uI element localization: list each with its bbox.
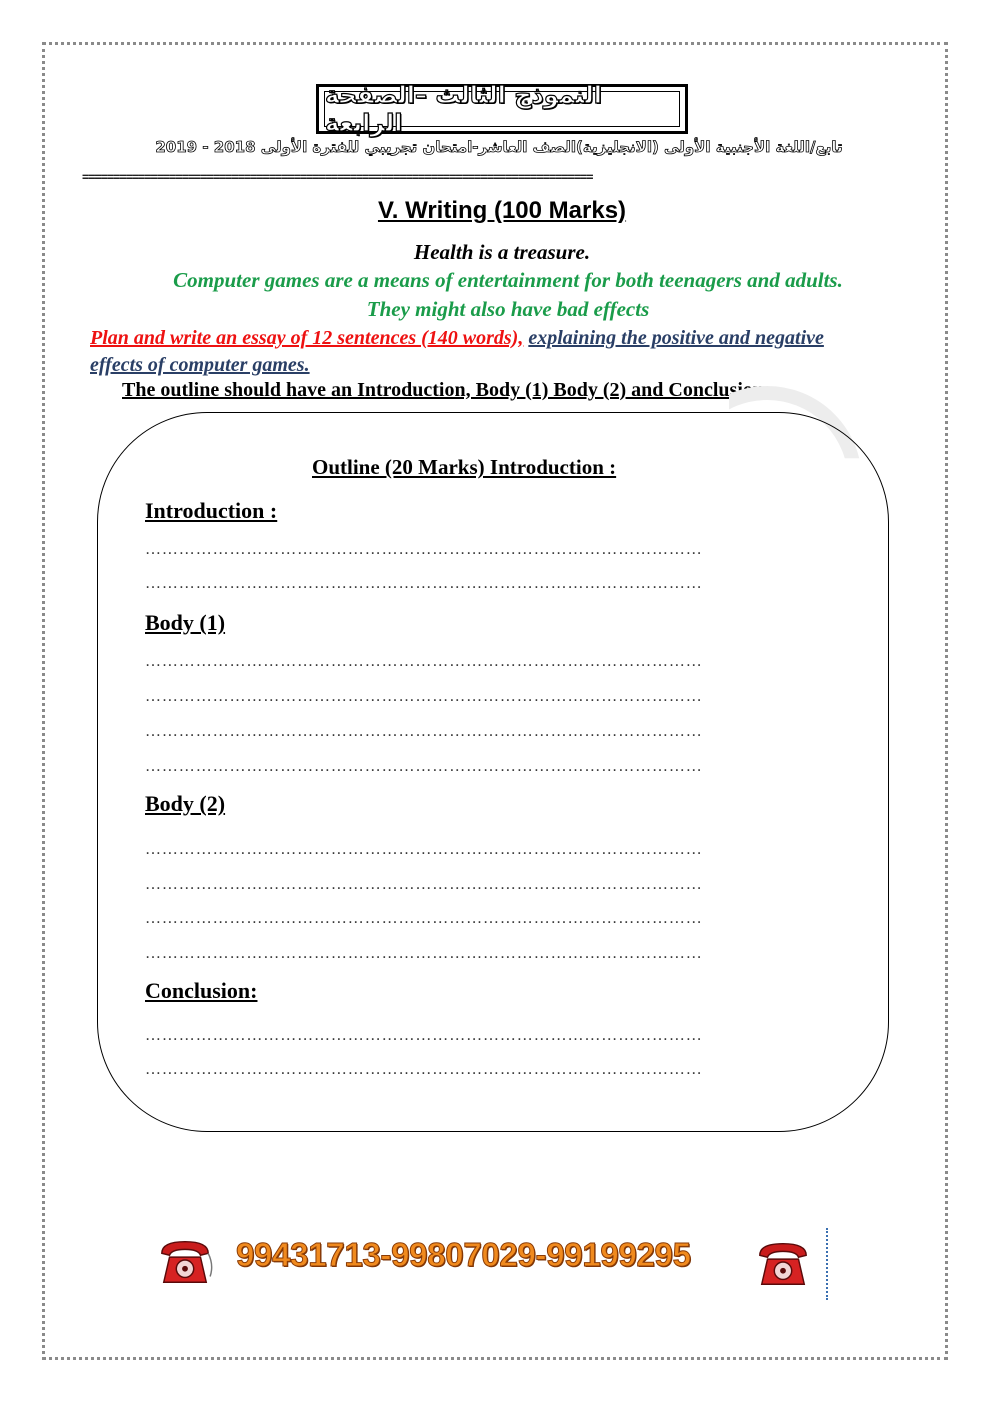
prompt-line-2: Computer games are a means of entertainment for both teenagers and adults.: [173, 268, 843, 292]
answer-line[interactable]: ………………………………………………………………………………………: [145, 945, 703, 962]
contact-footer: [156, 1226, 836, 1296]
prompt-line-3: They might also have bad effects: [366, 297, 650, 321]
instruction-red: Plan and write an essay of 12 sentences (140 words),: [90, 327, 524, 349]
prompt-line-1: Health is a treasure.: [413, 240, 591, 264]
page-title: النموذج الثالث –الصفحة الرابعة: [324, 91, 680, 127]
answer-line[interactable]: ………………………………………………………………………………………: [145, 723, 703, 740]
introduction-label: Introduction :: [145, 498, 278, 523]
telephone-icon: [754, 1234, 812, 1292]
answer-line[interactable]: ………………………………………………………………………………………: [145, 653, 703, 670]
outline-heading: Outline (20 Marks) Introduction :: [312, 455, 617, 479]
answer-line[interactable]: ………………………………………………………………………………………: [145, 758, 703, 775]
answer-line[interactable]: ………………………………………………………………………………………: [145, 841, 703, 858]
answer-line[interactable]: ………………………………………………………………………………………: [145, 688, 703, 705]
exam-subtitle: تابع/اللغة الأجنبية الأولى (الانجليزية)الصف العاشر-امتحان تجريبي للفترة الأولى 2018 - 2019: [155, 138, 843, 156]
outline-note: The outline should have an Introduction, Body (1) Body (2) and Conclusion:: [122, 379, 771, 401]
phone-numbers: 99431713-99807029-99199295: [236, 1236, 691, 1273]
decorative-dots: [826, 1228, 830, 1300]
answer-line[interactable]: ………………………………………………………………………………………: [145, 575, 703, 592]
title-box: [316, 81, 688, 137]
body-2-label: Body (2): [145, 791, 226, 816]
body-1-label: Body (1): [145, 610, 226, 635]
conclusion-label: Conclusion:: [145, 978, 258, 1003]
telephone-icon: [156, 1232, 214, 1290]
essay-instruction: [90, 325, 880, 379]
answer-line[interactable]: ………………………………………………………………………………………: [145, 910, 703, 927]
answer-line[interactable]: ………………………………………………………………………………………: [145, 1027, 703, 1044]
separator-line: ==================================================================================: [82, 170, 593, 184]
answer-line[interactable]: ………………………………………………………………………………………: [145, 541, 703, 558]
instruction-blue: explaining the positive and negative effects of computer games.: [90, 327, 824, 376]
answer-line[interactable]: ………………………………………………………………………………………: [145, 876, 703, 893]
answer-line[interactable]: ………………………………………………………………………………………: [145, 1061, 703, 1078]
section-title: V. Writing (100 Marks): [377, 197, 627, 224]
